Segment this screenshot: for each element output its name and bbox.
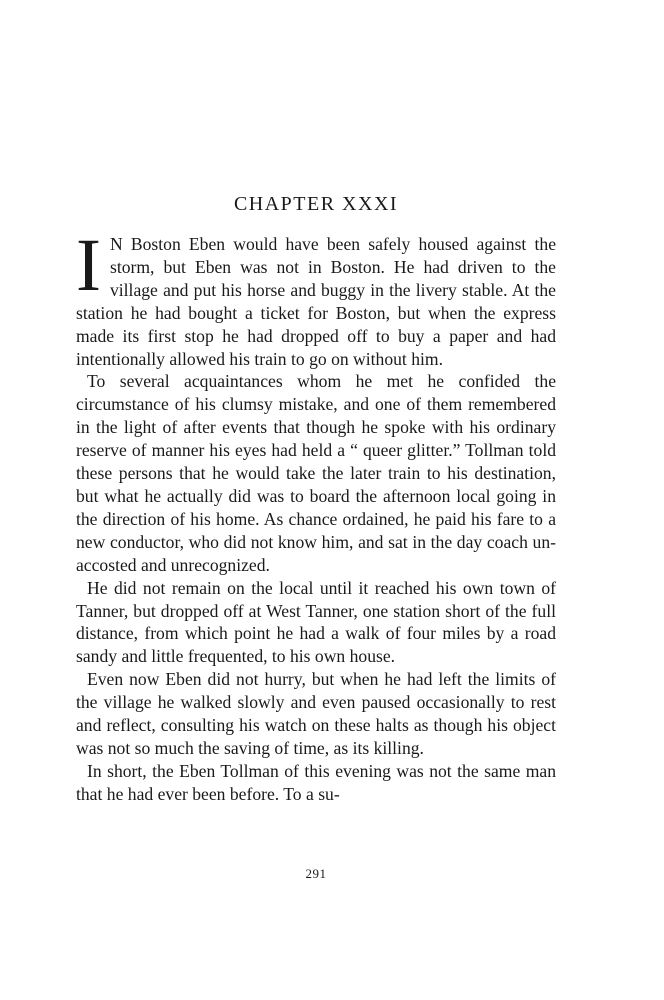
paragraph-5 [76,760,556,806]
paragraph-3 [76,577,556,669]
paragraph-text: He did not remain on the local until it reached his own town of Tanner, but dropped off at West Tanner, one station short of the full distance, from which point he had a walk of four miles by a road sandy and little frequented, to his own house. [76,577,556,667]
chapter-body [76,224,556,806]
drop-cap: I [76,224,101,307]
paragraph-text: In short, the Eben Tollman of this evening was not the same man that he had ever been before. To a su- [76,760,556,804]
paragraph-4 [76,668,556,760]
paragraph-1 [76,224,556,370]
book-page [76,0,556,1000]
paragraph-text: Even now Eben did not hurry, but when he had left the limits of the village he walked slowly and even paused occasionally to rest and reflect, consulting his watch on these halts as though his object was not so much the saving of time, as its killing. [76,669,556,758]
paragraph-text: To several acquaintances whom he met he confided the circumstance of his clumsy mistake, and one of them remembered in the light of after events that though he spoke with his ordinary reserve of manner his eyes had held a “ queer glitter.” Tollman told these persons that he would take the later train to his destination, but what he actually did was to board the afternoon local going in the direction of his home. As chance ordained, he paid his fare to a new conductor, who did not know him, and sat in the day coach un-accosted and unrecognized. [76,371,556,575]
chapter-title: CHAPTER XXXI [233,193,399,215]
paragraph-2 [76,370,556,576]
page-number: 291 [305,866,327,881]
paragraph-text: N Boston Eben would have been safely housed against the storm, but Eben was not in Boston. He had driven to the village and put his horse and buggy in the livery stable. At the station he had bought a ticket for Boston, but when the express made its first stop he had dropped off to buy a paper and had intentionally allowed his train to go on without him. [76,234,556,369]
